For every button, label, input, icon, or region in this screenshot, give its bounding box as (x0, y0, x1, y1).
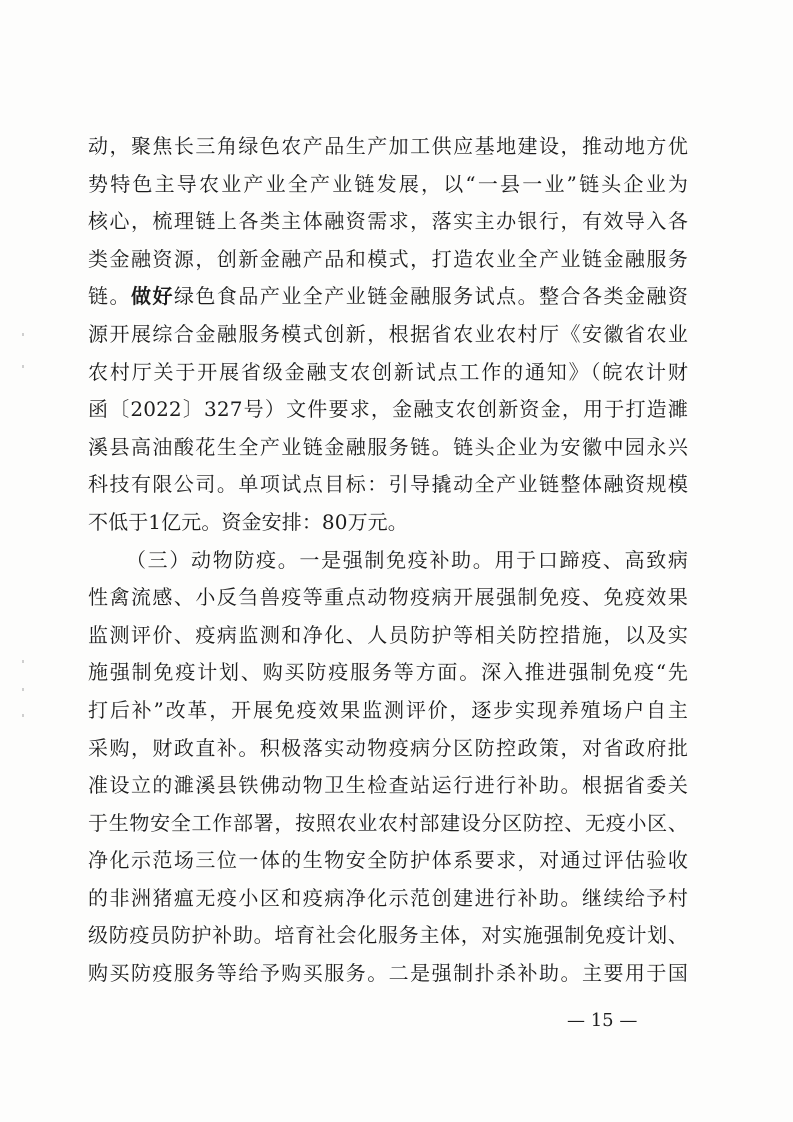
text-line: 势特色主导农业产业全产业链发展，以“一县一业”链头企业为 (88, 171, 688, 196)
text-line: 净化示范场三位一体的生物安全防护体系要求，对通过评估验收 (88, 848, 688, 873)
text-line: （三）动物防疫。一是强制免疫补助。用于口蹄疫、高致病 (126, 547, 688, 572)
text-fragment: 绿色食品产业全产业链金融服务试点。整合各类金融资 (173, 284, 689, 309)
text-line: 溪县高油酸花生全产业链金融服务链。链头企业为安徽中园永兴 (88, 434, 688, 459)
scan-speck (22, 365, 24, 368)
text-line: 施强制免疫计划、购买防疫服务等方面。深入推进强制免疫“先 (88, 660, 688, 685)
text-line: 动，聚焦长三角绿色农产品生产加工供应基地建设，推动地方优 (88, 134, 688, 158)
text-line (88, 278, 688, 316)
text-line: 打后补”改革，开展免疫效果监测评价，逐步实现养殖场户自主 (88, 697, 688, 722)
scan-speck (22, 333, 24, 336)
text-fragment: 链。 (88, 284, 131, 309)
text-line: 不低于1亿元。资金安排：80万元。 (88, 509, 408, 534)
text-line: 监测评价、疫病监测和净化、人员防护等相关防控措施，以及实 (88, 622, 688, 647)
text-line: 核心，梳理链上各类主体融资需求，落实主办银行，有效导入各 (88, 209, 688, 234)
text-line: 采购，财政直补。积极落实动物疫病分区防控政策，对省政府批 (88, 735, 688, 760)
text-line: 的非洲猪瘟无疫小区和疫病净化示范创建进行补助。继续给予村 (88, 885, 688, 910)
bold-text: 做好 (130, 284, 174, 309)
text-line: 于生物安全工作部署，按照农业农村部建设分区防控、无疫小区、 (88, 810, 688, 835)
text-line: 科技有限公司。单项试点目标：引导撬动全产业链整体融资规模 (88, 472, 688, 497)
text-line: 类金融资源，创新金融产品和模式，打造农业全产业链金融服务 (88, 246, 688, 271)
text-line: 准设立的濉溪县铁佛动物卫生检查站运行进行补助。根据省委关 (88, 773, 688, 798)
body-text (88, 128, 688, 993)
text-line: 性禽流感、小反刍兽疫等重点动物疫病开展强制免疫、免疫效果 (88, 585, 688, 610)
text-line: 函〔2022〕327号）文件要求，金融支农创新资金，用于打造濉 (88, 397, 688, 422)
scan-speck (22, 688, 24, 691)
text-line: 级防疫员防护补助。培育社会化服务主体，对实施强制免疫计划、 (88, 923, 688, 948)
text-line: 购买防疫服务等给予购买服务。二是强制扑杀补助。主要用于国 (88, 961, 688, 986)
text-line: 农村厅关于开展省级金融支农创新试点工作的通知》（皖农计财 (88, 359, 688, 384)
scan-speck (22, 660, 24, 663)
page-number: — 15 — (567, 1010, 638, 1031)
scan-speck (22, 714, 24, 717)
text-line: 源开展综合金融服务模式创新，根据省农业农村厅《安徽省农业 (88, 321, 688, 346)
